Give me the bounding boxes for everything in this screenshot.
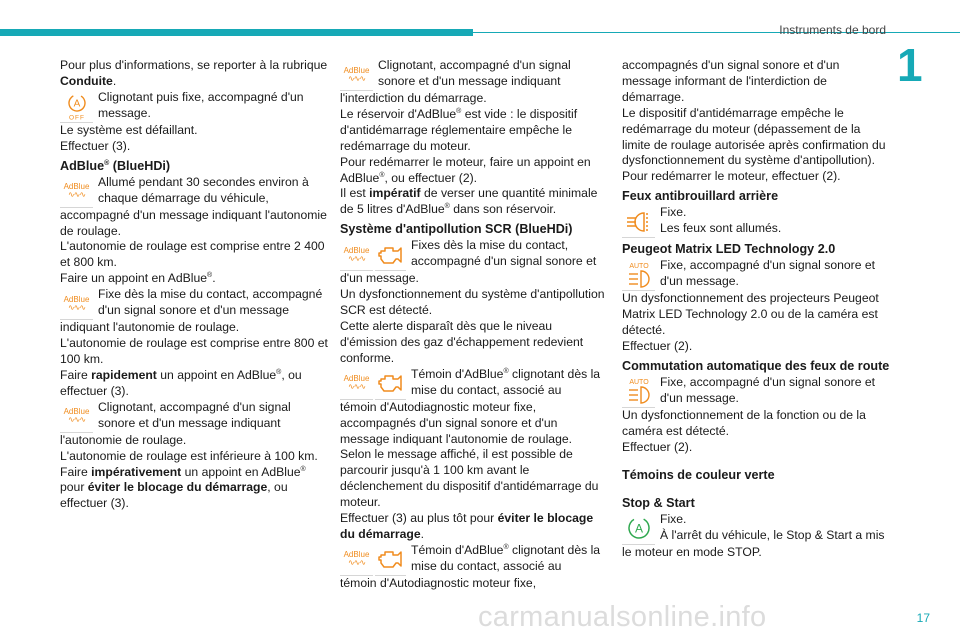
section-title: Instruments de bord (779, 23, 886, 37)
text-line: Clignotant, accompagné d'un signal (378, 58, 571, 72)
text-line: sonore et d'un message indiquant (378, 73, 561, 88)
text-line: accompagné d'un signal sonore et (411, 254, 597, 269)
chapter-number: 1 (897, 39, 923, 91)
text-line: mise du contact, associé au (411, 558, 562, 573)
adblue-icon: AdBlue ∿∿∿ (340, 544, 373, 576)
text-line: Le système est défaillant. (60, 122, 198, 137)
svg-text:A: A (73, 98, 80, 110)
rear-fog-light-icon (622, 206, 655, 238)
text-line: chaque démarrage du véhicule, (98, 190, 269, 205)
text-block: indiquant l'autonomie de roulage. (60, 320, 240, 335)
adblue-icon: AdBlue ∿∿∿ (60, 401, 93, 433)
text-block: Il est impératif de verser une quantité minimale de 5 litres d'AdBlue® dans son réservoir. (340, 186, 598, 217)
column-2 (340, 58, 606, 592)
auto-high-beam-icon (622, 376, 655, 408)
text-block: accompagné d'un message indiquant l'autonomie de roulage. (60, 207, 327, 238)
text-block: Un dysfonctionnement des projecteurs Peugeot Matrix LED Technology 2.0 ou de la caméra est détecté. (622, 291, 879, 338)
text-block: L'autonomie de roulage est comprise entre 800 et 100 km. (60, 336, 328, 366)
heading-scr: Système d'antipollution SCR (BlueHDi) (340, 222, 573, 237)
text-block: L'autonomie de roulage est inférieure à 100 km. (60, 448, 318, 463)
heading-rear-fog: Feux antibrouillard arrière (622, 189, 779, 204)
heading-green-warnings: Témoins de couleur verte (622, 467, 775, 482)
text-line: Fixe dès la mise du contact, accompagné (98, 287, 323, 302)
stop-start-off-icon (60, 91, 93, 123)
column-3 (622, 58, 892, 561)
text-block: d'un message. (340, 271, 419, 286)
heading-matrix-led: Peugeot Matrix LED Technology 2.0 (622, 242, 836, 257)
text-line: Les feux sont allumés. (660, 221, 782, 236)
text-block: Selon le message affiché, il est possible de parcourir jusqu'à 1 100 km avant le déclenchement du dispositif d'antidémarrage du moteur. (340, 447, 599, 510)
header-rule (473, 32, 960, 33)
adblue-icon: AdBlue ∿∿∿ (340, 239, 373, 271)
text-block: témoin d'Autodiagnostic moteur fixe, accompagnés d'un signal sonore et d'un message indiquant l'autonomie de roulage. (340, 399, 573, 446)
text-line: message. (98, 105, 151, 120)
header-accent-bar (0, 29, 473, 36)
text-line: sonore et d'un message indiquant (98, 415, 281, 430)
heading-stop-start: Stop & Start (622, 495, 695, 510)
text-line: Clignotant puis fixe, accompagné d'un (98, 89, 304, 104)
adblue-icon: AdBlue ∿∿∿ (60, 176, 93, 208)
svg-text:A: A (634, 521, 643, 536)
text-line: Clignotant, accompagné d'un signal (98, 399, 291, 414)
text-block: l'autonomie de roulage. (60, 432, 187, 447)
text-block: témoin d'Autodiagnostic moteur fixe, (340, 575, 537, 590)
text-block: L'autonomie de roulage est comprise entre 2 400 et 800 km. (60, 239, 325, 270)
auto-high-beam-icon (622, 259, 655, 291)
text-block: l'interdiction du démarrage. (340, 91, 487, 105)
text-line: mise du contact, associé au (411, 382, 562, 397)
heading-auto-high-beam: Commutation automatique des feux de route (622, 358, 890, 373)
text-line: Fixe, accompagné d'un signal sonore et (660, 374, 876, 389)
text-block: Un dysfonctionnement de la fonction ou de la caméra est détecté. (622, 407, 866, 438)
text-block: Le dispositif d'antidémarrage empêche le redémarrage du moteur (dépassement de la limite de roulage autorisée après confirmation du dysfonctionnement du système d'antipollution). (622, 105, 886, 168)
svg-text:AUTO: AUTO (628, 379, 649, 387)
page-number: 17 (916, 611, 930, 625)
text-line: Allumé pendant 30 secondes environ à (98, 174, 309, 189)
text-line: Fixes dès la mise du contact, (411, 238, 569, 253)
text-line: Témoin d'AdBlue® clignotant dès la (411, 366, 601, 381)
text-block: Faire rapidement un appoint en AdBlue®, ou effectuer (3). (60, 367, 302, 398)
text-line: Témoin d'AdBlue® clignotant dès la (411, 542, 601, 557)
heading-adblue: AdBlue® (BlueHDi) (60, 158, 171, 173)
text-block: le moteur en mode STOP. (622, 544, 762, 559)
text-block: Un dysfonctionnement du système d'antipollution SCR est détecté. (340, 287, 605, 318)
text-line: d'un message. (660, 390, 739, 405)
svg-text:OFF: OFF (68, 114, 85, 122)
svg-text:AUTO: AUTO (628, 262, 649, 270)
text-block: Effectuer (2). (622, 338, 693, 353)
text-line: d'un signal sonore et d'un message (98, 303, 289, 318)
text-block: accompagnés d'un signal sonore et d'un message informant de l'interdiction de démarrage. (622, 58, 840, 104)
text-line: Effectuer (3). (60, 138, 131, 153)
column-1 (60, 58, 332, 512)
text-block: Faire un appoint en AdBlue®. (60, 271, 216, 286)
text-block: Effectuer (2). (622, 439, 693, 454)
adblue-icon: AdBlue ∿∿∿ (340, 59, 373, 91)
text-block: Faire impérativement un appoint en AdBlue® pour éviter le blocage du démarrage, ou effectuer (3). (60, 464, 306, 511)
text-line: Fixe. (660, 511, 687, 526)
stop-start-icon (622, 513, 655, 545)
text-line: Fixe. (660, 205, 687, 220)
watermark: carmanualsonline.info (478, 601, 767, 633)
warning-icon-group (60, 91, 93, 123)
engine-icon (375, 368, 406, 400)
intro-paragraph: Pour plus d'informations, se reporter à la rubrique Conduite. (60, 58, 328, 88)
adblue-icon: AdBlue ∿∿∿ (340, 368, 373, 400)
text-line: Fixe, accompagné d'un signal sonore et (660, 258, 876, 273)
text-line: d'un message. (660, 274, 739, 289)
text-block: Le réservoir d'AdBlue® est vide : le dispositif d'antidémarrage réglementaire empêche le redémarrage du moteur. (340, 106, 578, 153)
text-block: Pour redémarrer le moteur, faire un appoint en AdBlue®, ou effectuer (2). (340, 154, 591, 185)
engine-icon (375, 239, 406, 271)
text-block: Pour redémarrer le moteur, effectuer (2). (622, 169, 841, 184)
adblue-icon: AdBlue ∿∿∿ (60, 288, 93, 320)
text-block: Effectuer (3) au plus tôt pour éviter le blocage du démarrage. (340, 511, 594, 541)
text-line: À l'arrêt du véhicule, le Stop & Start a mis (660, 527, 885, 542)
text-block: Cette alerte disparaît dès que le niveau d'émission des gaz d'échappement redevient conforme. (340, 318, 584, 365)
engine-icon (375, 544, 406, 576)
